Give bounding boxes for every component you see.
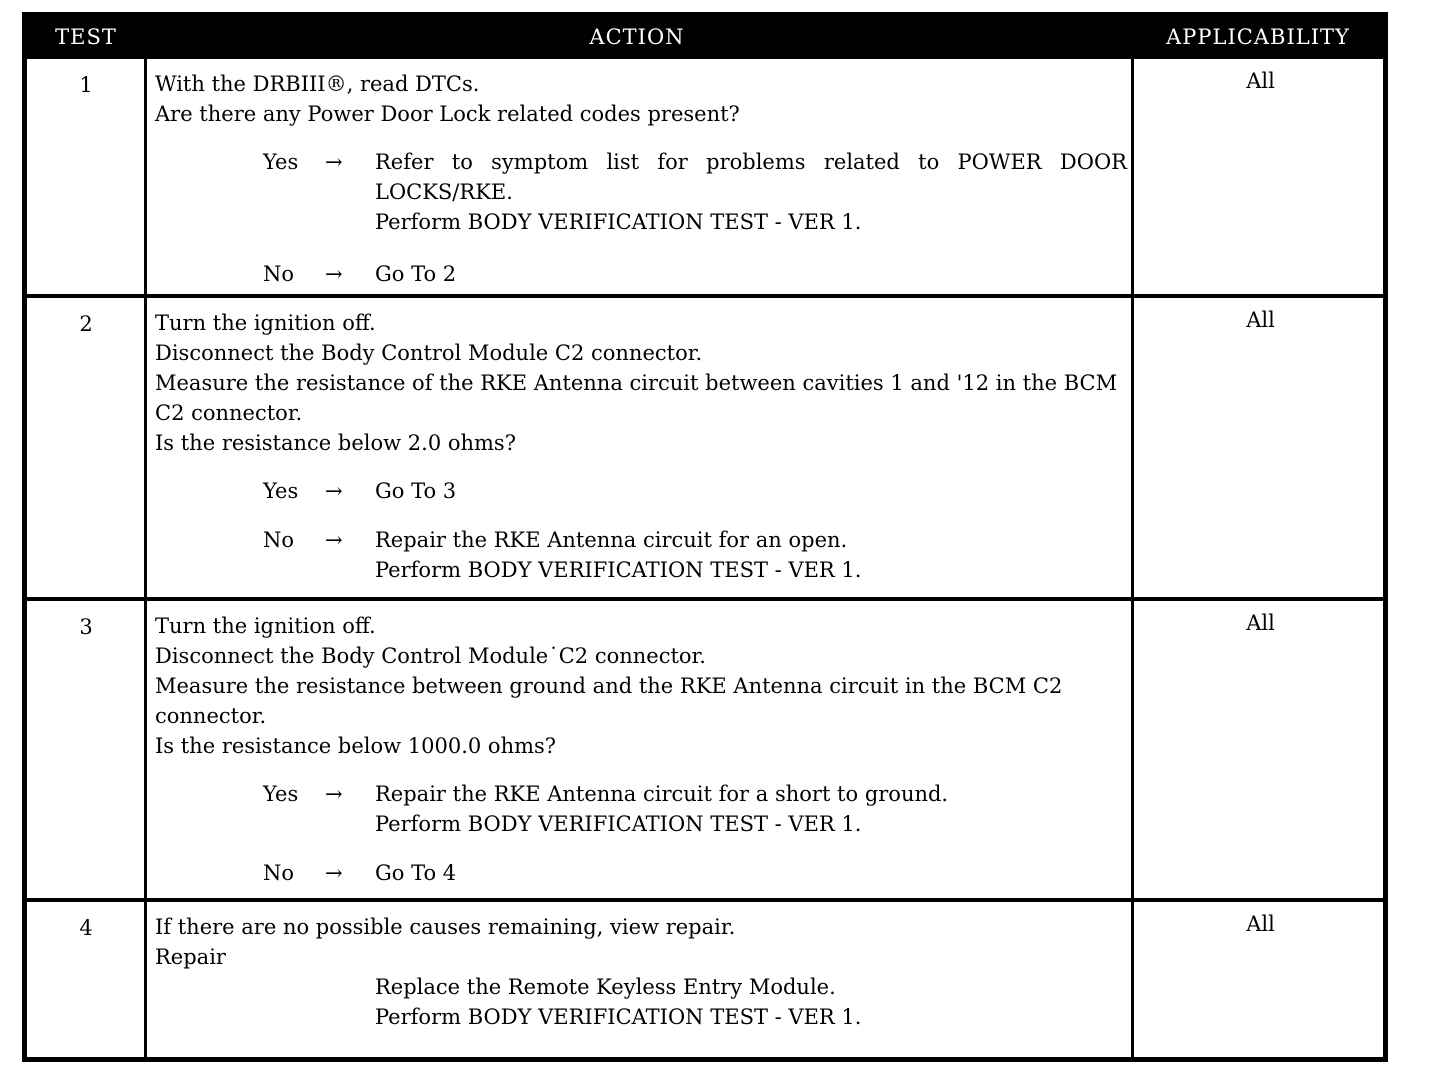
no-label: No [263,262,295,286]
column-divider [144,59,147,1062]
step-text: Are there any Power Door Lock related codes present? [155,102,740,126]
yes-result-text: Go To 3 [375,479,457,503]
table-row-test-1 [27,59,1383,298]
arrow-icon: → [325,782,343,806]
table-row-test-3 [27,601,1383,902]
repair-text: Replace the Remote Keyless Entry Module. [375,975,836,999]
applicability-value: All [1246,308,1275,332]
yes-label: Yes [263,782,299,806]
arrow-icon: → [325,262,343,286]
header-action: ACTION [589,25,685,49]
header-test: TEST [55,25,117,49]
arrow-icon: → [325,150,343,174]
applicability-value: All [1246,611,1275,635]
step-text: Disconnect the Body Control Module C2 connector. [155,341,703,365]
step-text: Is the resistance below 2.0 ohms? [155,431,516,455]
no-result-text: Go To 4 [375,861,457,885]
step-text: Is the resistance below 1000.0 ohms? [155,734,557,758]
yes-label: Yes [263,479,299,503]
yes-result-text: Repair the RKE Antenna circuit for a short to ground. [375,782,949,806]
yes-result-text: Perform BODY VERIFICATION TEST - VER 1. [375,812,862,836]
step-text: Disconnect the Body Control Module˙C2 connector. [155,644,706,668]
step-text: Turn the ignition off. [155,311,376,335]
action-cell [155,69,1127,289]
no-label: No [263,528,295,552]
diagnostic-test-table [22,12,1388,1062]
step-text: Measure the resistance between ground and the RKE Antenna circuit in the BCM C2 connector. [155,674,1063,728]
applicability-value: All [1246,912,1275,936]
step-text: Measure the resistance of the RKE Antenna circuit between cavities 1 and '12 in the BCM C2 connector. [155,371,1118,425]
table-row-test-2 [27,298,1383,601]
no-label: No [263,861,295,885]
repair-text: Perform BODY VERIFICATION TEST - VER 1. [375,1005,862,1029]
yes-result-text: Refer to symptom list for problems related to POWER DOOR LOCKS/RKE. [375,150,1127,204]
yes-result-text: Perform BODY VERIFICATION TEST - VER 1. [375,210,862,234]
no-branch [155,858,1127,888]
arrow-icon: → [325,861,343,885]
step-text: If there are no possible causes remaining, view repair. [155,915,736,939]
no-result-text: Go To 2 [375,262,457,286]
applicability-value: All [1246,69,1275,93]
arrow-icon: → [325,479,343,503]
action-cell [155,611,1127,888]
test-number: 1 [79,73,93,97]
step-text: Turn the ignition off. [155,614,376,638]
yes-label: Yes [263,150,299,174]
table-row-test-4 [27,902,1383,1062]
test-number: 4 [79,916,93,940]
test-number: 2 [79,312,93,336]
test-number: 3 [79,615,93,639]
action-cell [155,308,1127,585]
repair-label: Repair [155,945,226,969]
step-text: With the DRBIII®, read DTCs. [155,72,480,96]
no-result-text: Repair the RKE Antenna circuit for an open. [375,528,848,552]
action-cell [155,912,1127,1032]
yes-branch [155,476,1127,506]
no-result-text: Perform BODY VERIFICATION TEST - VER 1. [375,558,862,582]
yes-branch [155,147,1127,237]
table-header [27,17,1383,59]
column-divider [1131,59,1134,1062]
no-branch [155,259,1127,289]
arrow-icon: → [325,528,343,552]
yes-branch [155,779,1127,839]
no-branch [155,525,1127,585]
header-applicability: APPLICABILITY [1166,25,1350,49]
